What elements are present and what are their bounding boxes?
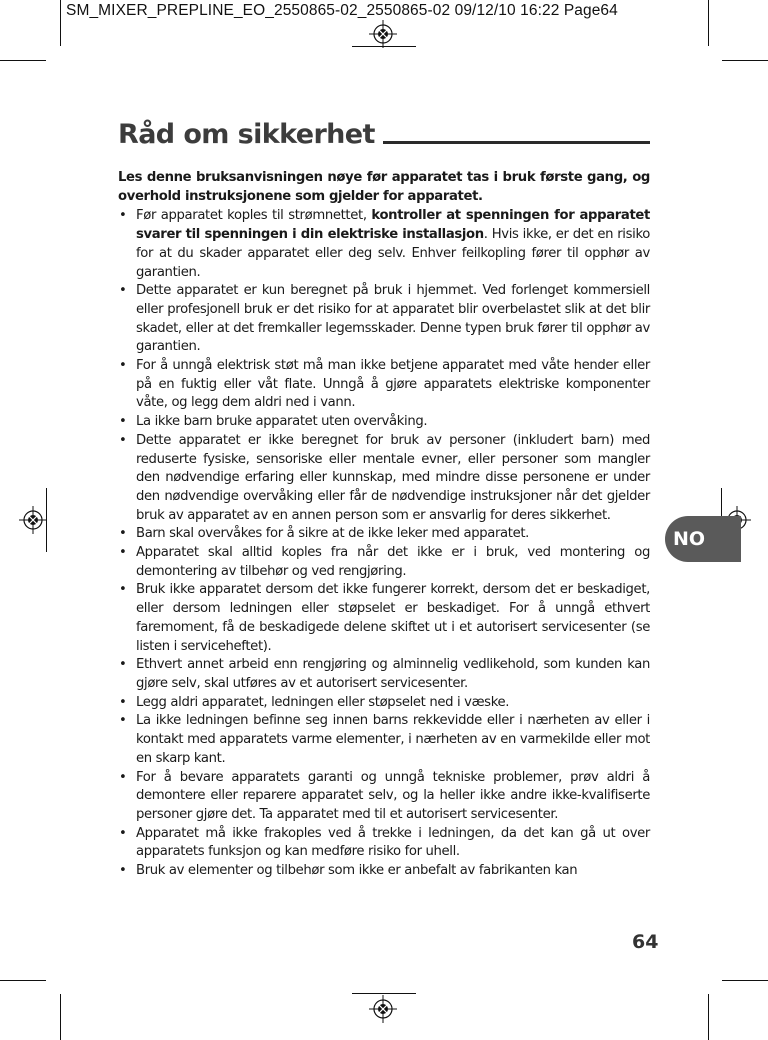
crop-mark-bottom-left-v [60,994,61,1040]
list-item-emphasis: kontroller at spenningen for apparatet svarer til spenningen i din elektriske installasjon [136,208,650,243]
list-item: • La ikke barn bruke apparatet uten overvåking. [118,413,650,432]
list-item: • Apparatet skal alltid koples fra når det ikke er i bruk, ved montering og demontering av tilbehør og ved rengjøring. [118,544,650,581]
list-item-text: Før apparatet koples til strømnettet, [136,208,372,224]
registration-mark-icon [368,19,398,49]
list-item: • Apparatet må ikke frakoples ved å trekke i ledningen, da det kan gå ut over apparatets funksjon og kan medføre risiko for uhell. [118,825,650,862]
list-item: • Legg aldri apparatet, ledningen eller støpselet ned i væske. [118,694,650,713]
safety-list [118,207,650,880]
crop-mark-bottom-right-h [722,980,768,981]
list-item: • Bruk av elementer og tilbehør som ikke er anbefalt av fabrikanten kan [118,862,650,881]
title-underline-rule [383,141,650,144]
page-title: Råd om sikkerhet [118,119,375,150]
crop-mark-bottom-left-h [0,980,46,981]
safety-instructions [118,169,650,881]
registration-mark-icon [368,994,398,1024]
list-item: • Ethvert annet arbeid enn rengjøring og alminnelig vedlikehold, som kunden kan gjøre selv, skal utføres av et autorisert servicesenter. [118,656,650,693]
list-item [118,207,650,282]
intro-paragraph: Les denne bruksanvisningen nøye før apparatet tas i bruk første gang, og overhold instruksjonene som gjelder for apparatet. [118,170,650,204]
list-item: • La ikke ledningen befinne seg innen barns rekkevidde eller i nærheten av eller i kontakt med apparatets varme elementer, i nærheten av en varmekilde eller mot en skarp kant. [118,712,650,768]
page-number: 64 [632,931,659,953]
print-slug-line: SM_MIXER_PREPLINE_EO_2550865-02_2550865-02 09/12/10 16:22 Page64 [66,2,618,19]
crop-mark-bottom-right-v [708,994,709,1040]
list-item: • For å bevare apparatets garanti og unngå tekniske problemer, prøv aldri å demontere eller reparere apparatet selv, og la heller ikke andre ikke-kvalifiserte personer gjøre det. Ta apparatet med til et autorisert servicesenter. [118,769,650,825]
title-row [118,112,650,148]
list-item: • For å unngå elektrisk støt må man ikke betjene apparatet med våte hender eller på en fuktig eller våt flate. Unngå å gjøre apparatets elektriske komponenter våte, og legg dem aldri ned i vann. [118,357,650,413]
crop-mark-top-right-v [708,0,709,46]
list-item: • Dette apparatet er kun beregnet på bruk i hjemmet. Ved forlenget kommersiell eller profesjonell bruk er det risiko for at apparatet blir overbelastet slik at det blir skadet, eller at det fremkaller legemsskader. Denne typen bruk fører til opphør av garantien. [118,282,650,357]
list-item: • Barn skal overvåkes for å sikre at de ikke leker med apparatet. [118,525,650,544]
registration-mark-icon [18,505,48,535]
crop-mark-top-left-h [0,60,46,61]
list-item: • Bruk ikke apparatet dersom det ikke fungerer korrekt, dersom det er beskadiget, eller dersom ledningen eller støpselet er beskadiget. For å unngå ethvert faremoment, få de beskadigede delene skiftet ut i et autorisert servicesenter (se listen i serviceheftet). [118,581,650,656]
language-tab: NO [665,516,741,562]
list-item-text: . Hvis ikke, er det en risiko for at du skader apparatet eller deg selv. Enhver feilkopling fører til opphør av garantien. [136,227,650,280]
crop-mark-top-left-v [60,0,61,46]
list-item: • Dette apparatet er ikke beregnet for bruk av personer (inkludert barn) med reduserte fysiske, sensoriske eller mentale evner, eller personer som mangler den nødvendige erfaring eller kunnskap, med mindre disse personene er under den nødvendige overvåking eller får de nødvendige instruksjoner når det gjelder bruk av apparatet av en annen person som er ansvarlig for deres sikkerhet. [118,432,650,526]
crop-mark-top-right-h [722,60,768,61]
